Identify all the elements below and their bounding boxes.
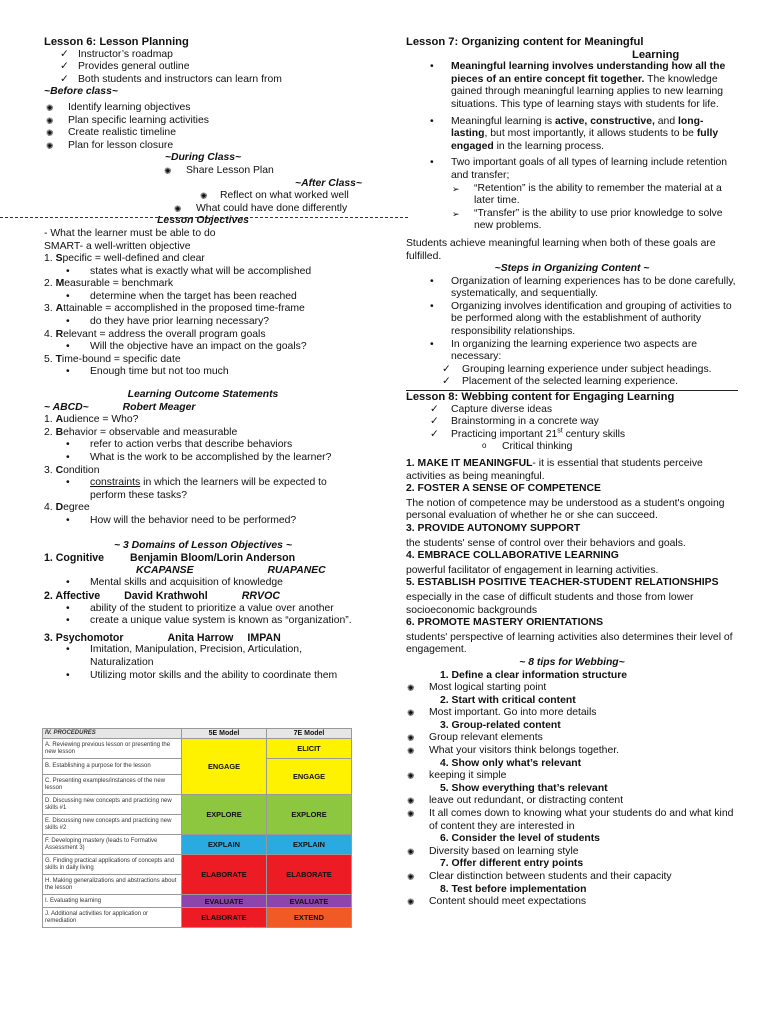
principle-4-heading: 4. EMBRACE COLLABORATIVE LEARNING bbox=[406, 550, 619, 562]
affective-subitem: • create a unique value system is known as “organization”. bbox=[44, 615, 362, 628]
tip-detail: ✺ keeping it simple bbox=[406, 770, 738, 783]
outcome-heading: Learning Outcome Statements bbox=[127, 389, 279, 401]
principle-6-heading: 6. PROMOTE MASTERY ORIENTATIONS bbox=[406, 617, 604, 629]
model-cell: ELABORATE bbox=[182, 855, 267, 895]
abcd-item: 3. Condition bbox=[44, 464, 100, 476]
tip-title: 8. Test before implementation bbox=[440, 883, 587, 895]
meaningful-bullet: • Meaningful learning involves understanding how all the pieces of an entire concept fit together. The knowledge gained through meaningful learning applies to new learning situations. This type of learning stays with students for life. bbox=[406, 61, 738, 111]
tip-detail: ✺ It all comes down to knowing what your students do and what kind of content they are interested in bbox=[406, 808, 738, 833]
meaningful-bullet: • Meaningful learning is active, constructive, and long-lasting, but most importantly, it allows students to be fully engaged in the learning process. bbox=[406, 116, 738, 154]
psychomotor-subitem: • Utilizing motor skills and the ability to coordinate them bbox=[44, 670, 362, 683]
smart-item: 1. Specific = well-defined and clear bbox=[44, 253, 205, 265]
model-cell: ENGAGE bbox=[182, 739, 267, 795]
procedure-cell: A. Reviewing previous lesson or presenting the new lesson bbox=[43, 739, 182, 759]
objectives-line: SMART- a well-written objective bbox=[44, 240, 191, 252]
smart-subitem: • Will the objective have an impact on the goals? bbox=[44, 341, 362, 354]
tip-title: 3. Group-related content bbox=[440, 719, 561, 731]
principle-5-text: especially in the case of difficult students and those from lower socioeconomic backgrounds bbox=[406, 591, 694, 616]
after-class-item: ✺ Reflect on what worked well bbox=[200, 190, 349, 202]
procedure-cell: E. Discussing new concepts and practicing new skills #2 bbox=[43, 815, 182, 835]
procedure-cell: C. Presenting examples/instances of the new lesson bbox=[43, 775, 182, 795]
model-cell: EVALUATE bbox=[182, 895, 267, 908]
step-item: • In organizing the learning experience two aspects are necessary: bbox=[406, 339, 738, 364]
tip-detail: ✺ Most logical starting point bbox=[406, 682, 738, 695]
before-class-heading: ~Before class~ bbox=[44, 86, 118, 98]
smart-item: 4. Relevant = address the overall program goals bbox=[44, 328, 266, 340]
tip-detail: ✺ Group relevant elements bbox=[406, 732, 738, 745]
model-cell: EXPLORE bbox=[267, 795, 352, 835]
procedure-cell: B. Establishing a purpose for the lesson bbox=[43, 759, 182, 775]
after-class-item: ✺ What could have done differently bbox=[174, 202, 348, 214]
tip-detail: ✺ Diversity based on learning style bbox=[406, 846, 738, 859]
principle-4-text: powerful facilitator of engagement in learning activities. bbox=[406, 564, 659, 576]
model-cell: EXTEND bbox=[267, 908, 352, 928]
smart-subitem: • states what is exactly what will be accomplished bbox=[44, 266, 362, 279]
cognitive-subitem: • Mental skills and acquisition of knowledge bbox=[44, 577, 362, 590]
before-class-item: ✺ Create realistic timeline bbox=[44, 127, 362, 140]
tip-title: 4. Show only what’s relevant bbox=[440, 757, 582, 769]
model-cell: EXPLAIN bbox=[267, 835, 352, 855]
during-class-item: ✺ Share Lesson Plan bbox=[164, 164, 274, 176]
principle-5-heading: 5. ESTABLISH POSITIVE TEACHER-STUDENT RELATIONSHIPS bbox=[406, 577, 719, 589]
cognitive-line: 1. Cognitive Benjamin Bloom/Lorin Anderson bbox=[44, 552, 296, 565]
behavior-subitem: • What is the work to be accomplished by the learner? bbox=[44, 452, 362, 465]
objectives-line: - What the learner must be able to do bbox=[44, 227, 216, 239]
tip-detail: ✺ What your visitors think belongs together. bbox=[406, 745, 738, 758]
tip-detail: ✺ Content should meet expectations bbox=[406, 896, 738, 909]
affective-subitem: • ability of the student to prioritize a value over another bbox=[44, 603, 362, 616]
goal-item: ➢ “Transfer” is the ability to use prior knowledge to solve new problems. bbox=[406, 208, 738, 233]
model-cell: EXPLAIN bbox=[182, 835, 267, 855]
table-row bbox=[43, 795, 352, 815]
step-item: • Organization of learning experiences has to be done carefully, systematically, and sequentially. bbox=[406, 276, 738, 301]
model-cell: ENGAGE bbox=[267, 759, 352, 795]
abcd-item: 2. Behavior = observable and measurable bbox=[44, 426, 238, 438]
tip-detail: ✺ leave out redundant, or distracting content bbox=[406, 795, 738, 808]
before-class-item: ✺ Identify learning objectives bbox=[44, 102, 362, 115]
principle-3-text: the students' sense of control over their behaviors and goals. bbox=[406, 537, 686, 549]
tip-title: 7. Offer different entry points bbox=[440, 858, 584, 870]
smart-item: 2. Measurable = benchmark bbox=[44, 278, 174, 290]
smart-subitem: • determine when the target has been reached bbox=[44, 291, 362, 304]
model-cell: ELABORATE bbox=[267, 855, 352, 895]
lesson8-check-item: ✓ Practicing important 21st century skills bbox=[406, 429, 738, 442]
degree-subitem: • How will the behavior need to be performed? bbox=[44, 515, 362, 528]
tip-title: 1. Define a clear information structure bbox=[440, 669, 628, 681]
after-class-heading: ~After Class~ bbox=[295, 177, 362, 189]
model-cell: ELICIT bbox=[267, 739, 352, 759]
abcd-line: ~ ABCD~ Robert Meager bbox=[44, 401, 196, 413]
aspect-item: ✓ Grouping learning experience under subject headings. bbox=[406, 364, 738, 377]
table-header-row bbox=[43, 729, 352, 739]
lesson8-title: Lesson 8: Webbing content for Engaging Learning bbox=[406, 391, 675, 404]
model-cell: EXPLORE bbox=[182, 795, 267, 835]
procedure-cell: J. Additional activities for application or remediation bbox=[43, 908, 182, 928]
lesson6-title: Lesson 6: Lesson Planning bbox=[44, 36, 189, 48]
model-cell: EVALUATE bbox=[267, 895, 352, 908]
lesson6-check-item: ✓ Both students and instructors can learn from bbox=[44, 74, 362, 87]
tip-title: 2. Start with critical content bbox=[440, 694, 576, 706]
table-header-cell: 7E Model bbox=[267, 729, 352, 739]
achieve-text: Students achieve meaningful learning when both of these goals are fulfilled. bbox=[406, 237, 716, 262]
smart-item: 3. Attainable = accomplished in the proposed time-frame bbox=[44, 303, 305, 315]
smart-subitem: • do they have prior learning necessary? bbox=[44, 316, 362, 329]
right-column bbox=[406, 36, 738, 909]
psychomotor-line: 3. Psychomotor Anita Harrow IMPAN bbox=[44, 631, 281, 644]
aspect-item: ✓ Placement of the selected learning experience. bbox=[406, 376, 738, 389]
model-cell: ELABORATE bbox=[182, 908, 267, 928]
smart-item: 5. Time-bound = specific date bbox=[44, 353, 181, 365]
procedure-cell: H. Making generalizations and abstractions about the lesson bbox=[43, 875, 182, 895]
table-row bbox=[43, 908, 352, 928]
tip-detail: ✺ Most important. Go into more details bbox=[406, 707, 738, 720]
procedure-cell: G. Finding practical applications of concepts and skills in daily living bbox=[43, 855, 182, 875]
procedure-cell: I. Evaluating learning bbox=[43, 895, 182, 908]
lesson6-check-item: ✓ Provides general outline bbox=[44, 61, 362, 74]
principle-6-text: students' perspective of learning activities also determines their level of engagement. bbox=[406, 631, 733, 656]
step-item: • Organizing involves identification and grouping of activities to be performed along with the establishment of authority responsibility relationships. bbox=[406, 301, 738, 339]
domains-heading: ~ 3 Domains of Lesson Objectives ~ bbox=[114, 539, 292, 551]
before-class-item: ✺ Plan specific learning activities bbox=[44, 115, 362, 128]
affective-line: 2. Affective David Krathwohl RRVOC bbox=[44, 589, 280, 602]
procedure-cell: D. Discussing new concepts and practicing new skills #1 bbox=[43, 795, 182, 815]
principle-2-heading: 2. FOSTER A SENSE OF COMPETENCE bbox=[406, 483, 601, 495]
tip-title: 5. Show everything that’s relevant bbox=[440, 782, 608, 794]
principle-2-text: The notion of competence may be understood as a student's ongoing personal evaluation of whether he or she can succeed. bbox=[406, 497, 725, 522]
smart-subitem: • Enough time but not too much bbox=[44, 366, 362, 379]
table-row bbox=[43, 739, 352, 759]
during-class-heading: ~During Class~ bbox=[164, 152, 242, 164]
psychomotor-subitem: • Imitation, Manipulation, Precision, Articulation, Naturalization bbox=[44, 644, 362, 669]
table-header-cell: IV. PROCEDURES bbox=[43, 729, 182, 739]
goal-item: ➢ “Retention” is the ability to remember the material at a later time. bbox=[406, 183, 738, 208]
abcd-item: 4. Degree bbox=[44, 502, 90, 514]
lesson7-title: Lesson 7: Organizing content for Meaningful bbox=[406, 36, 644, 48]
before-class-item: ✺ Plan for lesson closure bbox=[44, 140, 362, 153]
abcd-item: 1. Audience = Who? bbox=[44, 414, 139, 426]
lesson6-check-item: ✓ Instructor’s roadmap bbox=[44, 49, 362, 62]
tip-title: 6. Consider the level of students bbox=[440, 833, 600, 845]
steps-heading: ~Steps in Organizing Content ~ bbox=[494, 263, 650, 275]
condition-subitem: • constraints in which the learners will be expected to perform these tasks? bbox=[44, 477, 362, 502]
lesson8-check-item: ✓ Capture diverse ideas bbox=[406, 404, 738, 417]
meaningful-bullet: • Two important goals of all types of learning include retention and transfer; bbox=[406, 157, 738, 182]
table-row bbox=[43, 855, 352, 875]
lesson-objectives-heading: Lesson Objectives bbox=[157, 215, 249, 227]
cognitive-acronyms: KCAPANSE RUAPANEC bbox=[136, 564, 326, 576]
procedures-table bbox=[42, 728, 352, 928]
lesson8-check-item: ✓ Brainstorming in a concrete way bbox=[406, 416, 738, 429]
lesson8-subitem: o Critical thinking bbox=[406, 441, 738, 454]
table-header-cell: 5E Model bbox=[182, 729, 267, 739]
tips-heading: ~ 8 tips for Webbing~ bbox=[519, 656, 625, 668]
table-row bbox=[43, 835, 352, 855]
behavior-subitem: • refer to action verbs that describe behaviors bbox=[44, 439, 362, 452]
principle-3-heading: 3. PROVIDE AUTONOMY SUPPORT bbox=[406, 522, 581, 534]
table-row bbox=[43, 895, 352, 908]
lesson7-title-line2: Learning bbox=[632, 48, 680, 61]
left-column bbox=[44, 36, 362, 682]
principle-1: 1. MAKE IT MEANINGFUL- it is essential that students perceive activities as being meaningful. bbox=[406, 458, 703, 482]
procedure-cell: F. Developing mastery (leads to Formative Assessment 3) bbox=[43, 835, 182, 855]
tip-detail: ✺ Clear distinction between students and their capacity bbox=[406, 871, 738, 884]
